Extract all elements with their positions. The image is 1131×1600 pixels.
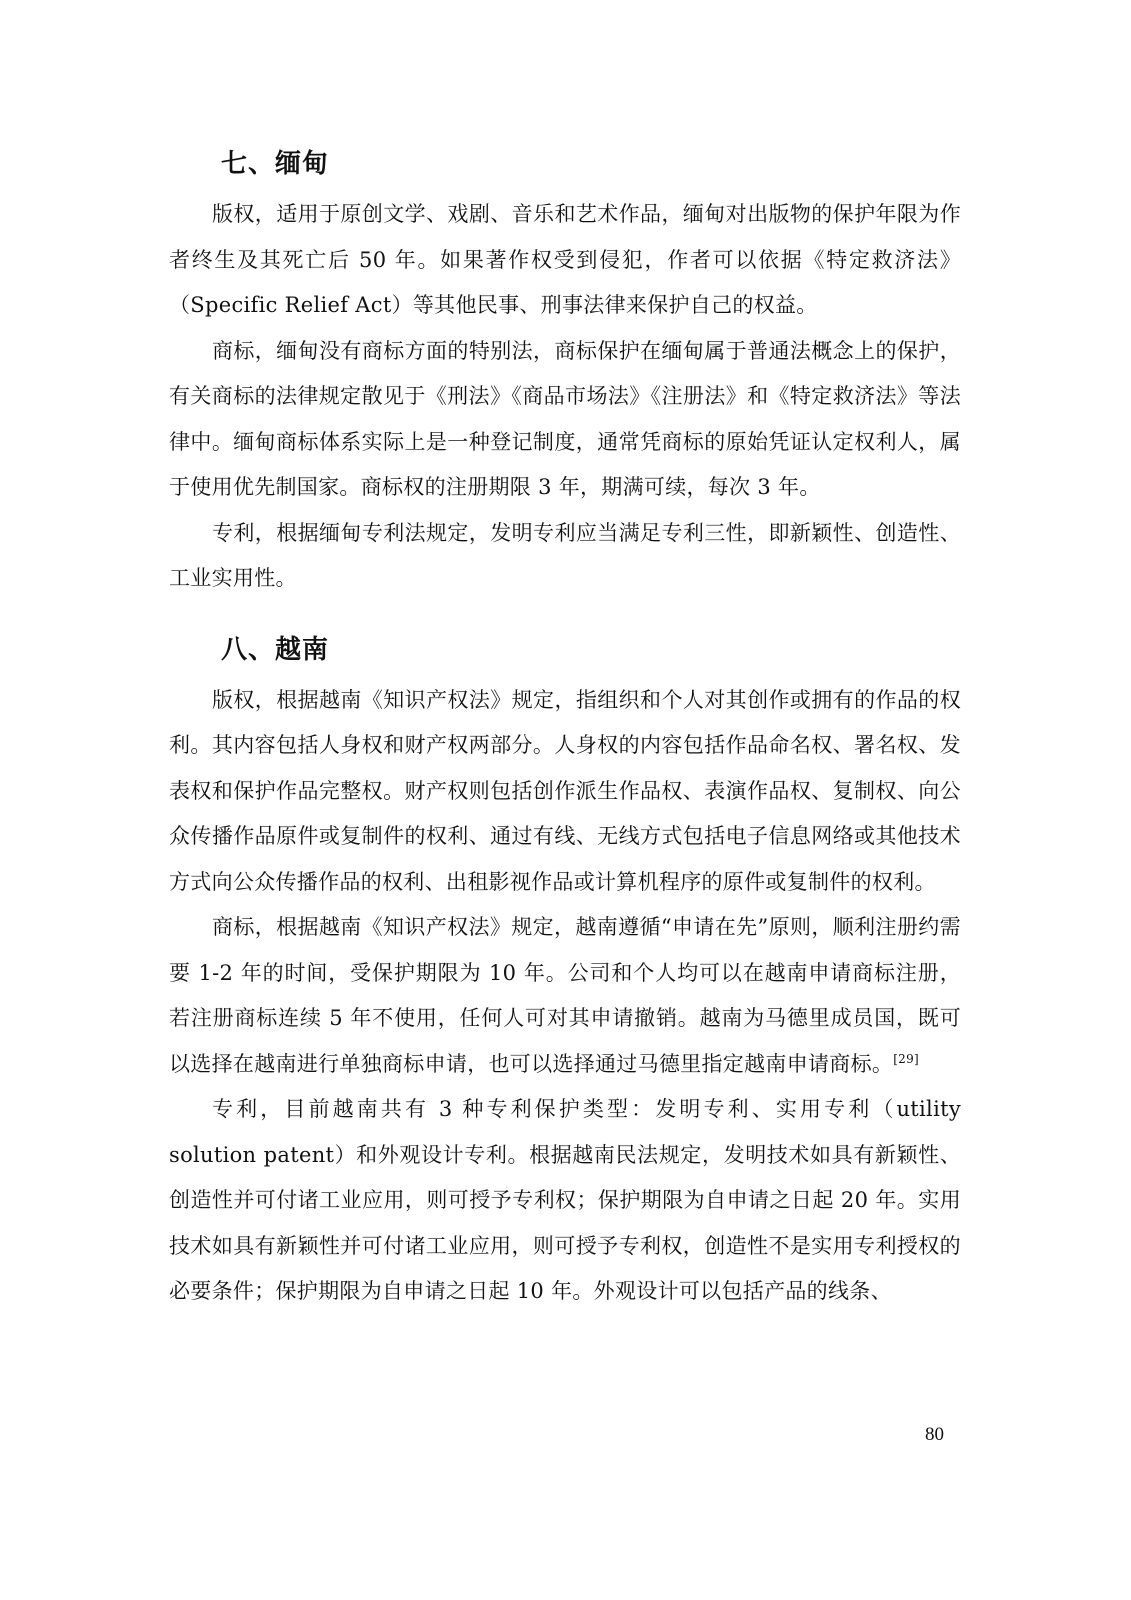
paragraph-vietnam-patent: 专利，目前越南共有 3 种专利保护类型：发明专利、实用专利（utility solution patent）和外观设计专利。根据越南民法规定，发明技术如具有新颖性、创造性并可付诸工业应用，则可授予专利权；保护期限为自申请之日起 20 年。实用技术如具有新颖性并可付诸工业应用，则可授予专利权，创造性不是实用专利授权的必要条件；保护期限为自申请之日起 10 年。外观设计可以包括产品的线条、 [169, 1097, 961, 1303]
paragraph-myanmar-copyright: 版权，适用于原创文学、戏剧、音乐和艺术作品，缅甸对出版物的保护年限为作者终生及其死亡后 50 年。如果著作权受到侵犯，作者可以依据《特定救济法》（Specific Relief Act）等其他民事、刑事法律来保护自己的权益。 [169, 202, 961, 317]
section-title-vietnam: 八、越南 [221, 634, 330, 665]
page-number: 80 [925, 1424, 944, 1445]
paragraph-vietnam-trademark-text: 商标，根据越南《知识产权法》规定，越南遵循“申请在先”原则，顺利注册约需要 1-2 年的时间，受保护期限为 10 年。公司和个人均可以在越南申请商标注册，若注册商标连续 5 年不使用，任何人可对其申请撤销。越南为马德里成员国，既可以选择在越南进行单独商标申请，也可以选择通过马德里指定越南申请商标。 [169, 915, 961, 1076]
paragraph-vietnam-trademark [169, 905, 961, 1087]
paragraph-myanmar-patent: 专利，根据缅甸专利法规定，发明专利应当满足专利三性，即新颖性、创造性、工业实用性。 [169, 520, 961, 590]
section-title-myanmar: 七、缅甸 [221, 149, 330, 179]
paragraph-myanmar-trademark: 商标，缅甸没有商标方面的特别法，商标保护在缅甸属于普通法概念上的保护，有关商标的法律规定散见于《刑法》《商品市场法》《注册法》和《特定救济法》等法律中。缅甸商标体系实际上是一种登记制度，通常凭商标的原始凭证认定权利人，属于使用优先制国家。商标权的注册期限 3 年，期满可续，每次 3 年。 [169, 338, 961, 499]
footnote-reference[interactable]: [29] [893, 1051, 920, 1066]
paragraph-vietnam-copyright: 版权，根据越南《知识产权法》规定，指组织和个人对其创作或拥有的作品的权利。其内容包括人身权和财产权两部分。人身权的内容包括作品命名权、署名权、发表权和保护作品完整权。财产权则包括创作派生作品权、表演作品权、复制权、向公众传播作品原件或复制件的权利、通过有线、无线方式包括电子信息网络或其他技术方式向公众传播作品的权利、出租影视作品或计算机程序的原件或复制件的权利。 [169, 687, 961, 894]
section-gap [169, 602, 961, 626]
page-content [169, 140, 961, 1315]
